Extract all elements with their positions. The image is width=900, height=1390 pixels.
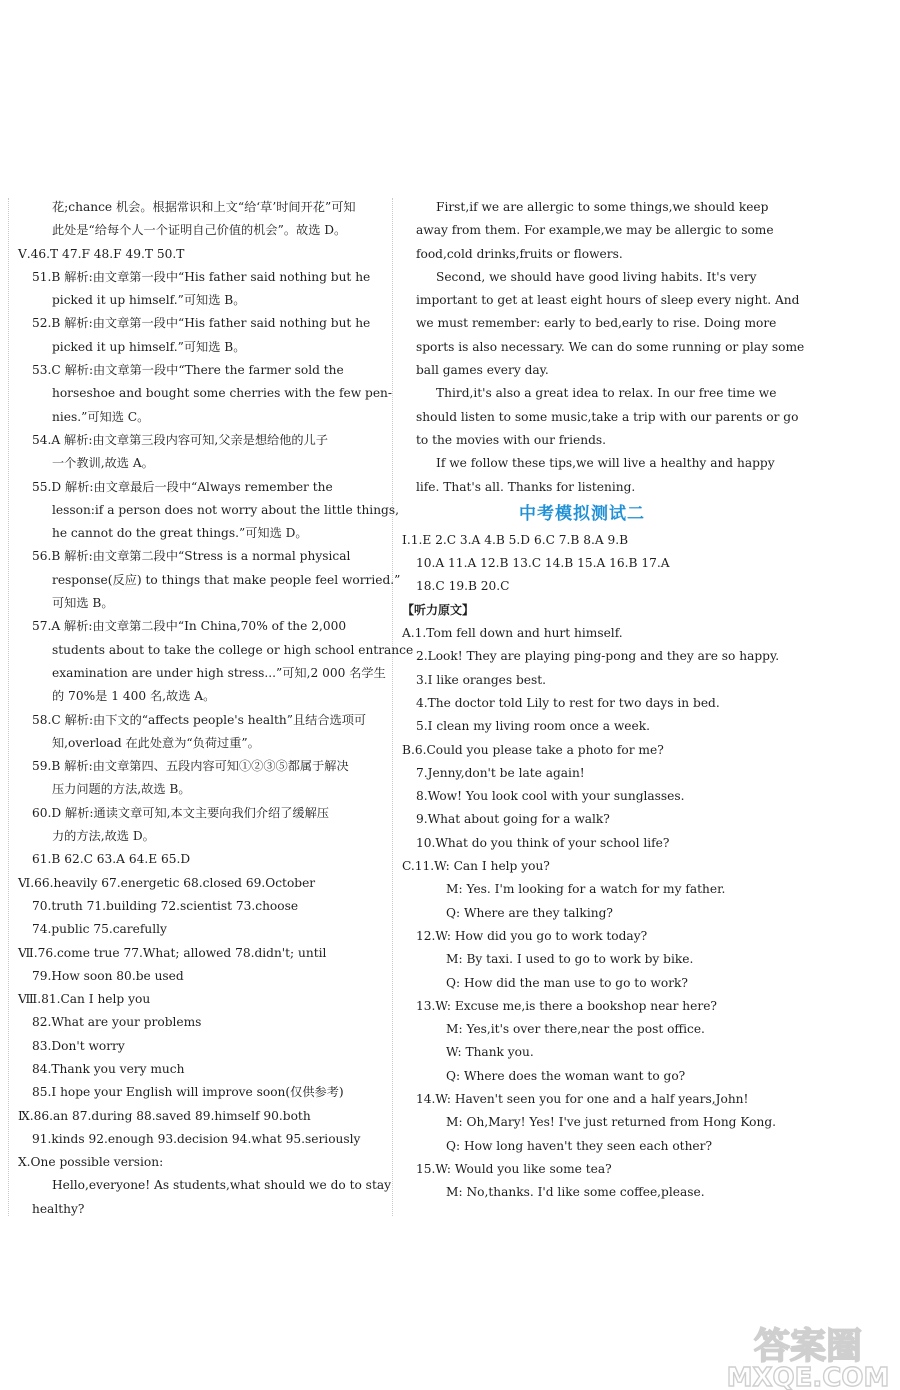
listening-transcript [402,622,780,1204]
text-line: Ⅰ.1.E 2.C 3.A 4.B 5.D 6.C 7.B 8.A 9.B [402,532,629,547]
text-line: M: Yes. I'm looking for a watch for my father. [446,882,726,897]
text-line: 79.How soon 80.be used [32,968,184,983]
watermark-top-text: 答案圈 [753,1326,863,1367]
text-line: response(反应) to things that make people feel worried.” [52,572,401,587]
text-line: 力的方法,故选 D。 [52,829,155,844]
left-column [18,196,414,1221]
text-line: he cannot do the great things.”可知选 D。 [52,526,308,541]
text-line: 18.C 19.B 20.C [416,579,510,594]
text-line: picked it up himself.”可知选 B。 [52,293,246,308]
text-line: 的 70%是 1 400 名,故选 A。 [52,689,216,704]
right-column [402,196,805,1204]
text-line: life. That's all. Thanks for listening. [416,479,636,494]
text-line: nies.”可知选 C。 [52,409,150,424]
listening-header: 【听力原文】 [402,602,475,617]
text-line: 91.kinds 92.enough 93.decision 94.what 95.seriously [32,1131,361,1146]
text-line: Second, we should have good living habits. It's very [436,269,757,284]
text-line: important to get at least eight hours of sleep every night. And [416,293,800,308]
text-line: 4.The doctor told Lily to rest for two days in bed. [416,695,720,710]
text-line: Q: How long haven't they seen each other? [446,1138,712,1153]
text-line: 52.B 解析:由文章第一段中“His father said nothing but he [32,316,371,331]
text-line: 10.What do you think of your school life? [416,835,670,850]
text-line: 70.truth 71.building 72.scientist 73.choose [32,898,299,913]
column-divider [8,198,9,1216]
text-line: 压力问题的方法,故选 B。 [52,782,191,797]
text-line: Third,it's also a great idea to relax. In our free time we [436,386,777,401]
text-line: 56.B 解析:由文章第二段中“Stress is a normal physical [32,549,351,564]
text-line: M: Yes,it's over there,near the post office. [446,1022,705,1037]
text-line: Ⅷ.81.Can I help you [18,992,151,1007]
text-line: picked it up himself.”可知选 B。 [52,339,246,354]
text-line: 85.I hope your English will improve soon(仅供参考) [32,1085,344,1100]
text-line: A.1.Tom fell down and hurt himself. [402,626,623,641]
text-line: M: Oh,Mary! Yes! I've just returned from Hong Kong. [446,1115,777,1130]
text-line: 84.Thank you very much [32,1061,185,1076]
text-line: W: Thank you. [446,1045,534,1060]
text-line: Q: How did the man use to go to work? [446,975,688,990]
text-line: we must remember: early to bed,early to rise. Doing more [416,316,777,331]
text-line: Hello,everyone! As students,what should we do to stay [52,1178,391,1193]
text-line: 74.public 75.carefully [32,922,167,937]
column-divider [392,198,393,1216]
text-line: 82.What are your problems [32,1015,202,1030]
text-line: 5.I clean my living room once a week. [416,719,650,734]
text-line: 60.D 解析:通读文章可知,本文主要向我们介绍了缓解压 [32,805,329,820]
text-line: 13.W: Excuse me,is there a bookshop near here? [416,998,717,1013]
text-line: C.11.W: Can I help you? [402,859,550,874]
text-line: Ⅵ.66.heavily 67.energetic 68.closed 69.October [18,875,316,890]
text-line: 8.Wow! You look cool with your sunglasses. [416,789,685,804]
text-line: 12.W: How did you go to work today? [416,928,648,943]
text-line: 83.Don't worry [32,1038,125,1053]
text-line: 15.W: Would you like some tea? [416,1161,612,1176]
text-line: 9.What about going for a walk? [416,812,610,827]
text-line: to the movies with our friends. [416,432,607,447]
text-line: Q: Where are they talking? [446,905,613,920]
answer-key [402,529,762,599]
section-title: 中考模拟测试二 [519,503,645,524]
text-line: healthy? [32,1201,85,1216]
text-line: Ⅶ.76.come true 77.What; allowed 78.didn't; until [18,945,327,960]
text-line: M: By taxi. I used to go to work by bike. [446,952,694,967]
text-line: food,cold drinks,fruits or flowers. [416,246,623,261]
text-line: 51.B 解析:由文章第一段中“His father said nothing but he [32,269,371,284]
text-line: lesson:if a person does not worry about the little things, [52,502,399,517]
text-line: 花;chance 机会。根据常识和上文“给‘草’时间开花”可知 [52,200,356,214]
text-line: 可知选 B。 [52,596,114,611]
text-line: should listen to some music,take a trip with our parents or go [416,409,799,424]
text-line: 57.A 解析:由文章第二段中“In China,70% of the 2,000 [32,619,347,634]
text-line: horseshoe and bought some cherries with the few pen- [52,386,393,401]
text-line: B.6.Could you please take a photo for me? [402,742,664,757]
essay-continuation [402,196,805,499]
text-line: M: No,thanks. I'd like some coffee,please. [446,1185,705,1200]
text-line: Q: Where does the woman want to go? [446,1068,686,1083]
watermark-bottom-text: MXQE.COM [726,1363,890,1390]
text-line: away from them. For example,we may be allergic to some [416,223,774,238]
text-line: 一个教训,故选 A。 [52,456,154,471]
text-line: If we follow these tips,we will live a healthy and happy [436,456,775,471]
text-line: 14.W: Haven't seen you for one and a half years,John! [416,1091,749,1106]
text-line: 3.I like oranges best. [416,672,547,687]
text-line: 2.Look! They are playing ping-pong and they are so happy. [416,649,780,664]
text-line: students about to take the college or high school entrance [52,642,414,657]
text-line: Ⅴ.46.T 47.F 48.F 49.T 50.T [18,246,185,261]
text-line: 58.C 解析:由下文的“affects people's health”且结合选项可 [32,712,367,727]
text-line: 10.A 11.A 12.B 13.C 14.B 15.A 16.B 17.A [416,556,670,571]
text-line: 知,overload 在此处意为“负荷过重”。 [52,735,260,750]
watermark-logo [718,1318,900,1390]
text-line: 54.A 解析:由文章第三段内容可知,父亲是想给他的儿子 [32,432,328,447]
text-line: 53.C 解析:由文章第一段中“There the farmer sold the [32,363,344,378]
text-line: Ⅸ.86.an 87.during 88.saved 89.himself 90.both [18,1108,311,1123]
text-line: 61.B 62.C 63.A 64.E 65.D [32,852,191,867]
text-line: 7.Jenny,don't be late again! [416,765,585,780]
text-line: sports is also necessary. We can do some running or play some [416,339,805,354]
text-line: 55.D 解析:由文章最后一段中“Always remember the [32,479,333,494]
text-line: examination are under high stress...”可知,2 000 名学生 [52,665,386,680]
text-line: Ⅹ.One possible version: [18,1155,164,1170]
text-line: 此处是“给每个人一个证明自己价值的机会”。故选 D。 [52,223,347,238]
text-line: 59.B 解析:由文章第四、五段内容可知①②③⑤都属于解决 [32,759,349,774]
text-line: ball games every day. [416,363,549,378]
text-line: First,if we are allergic to some things,we should keep [436,200,769,214]
